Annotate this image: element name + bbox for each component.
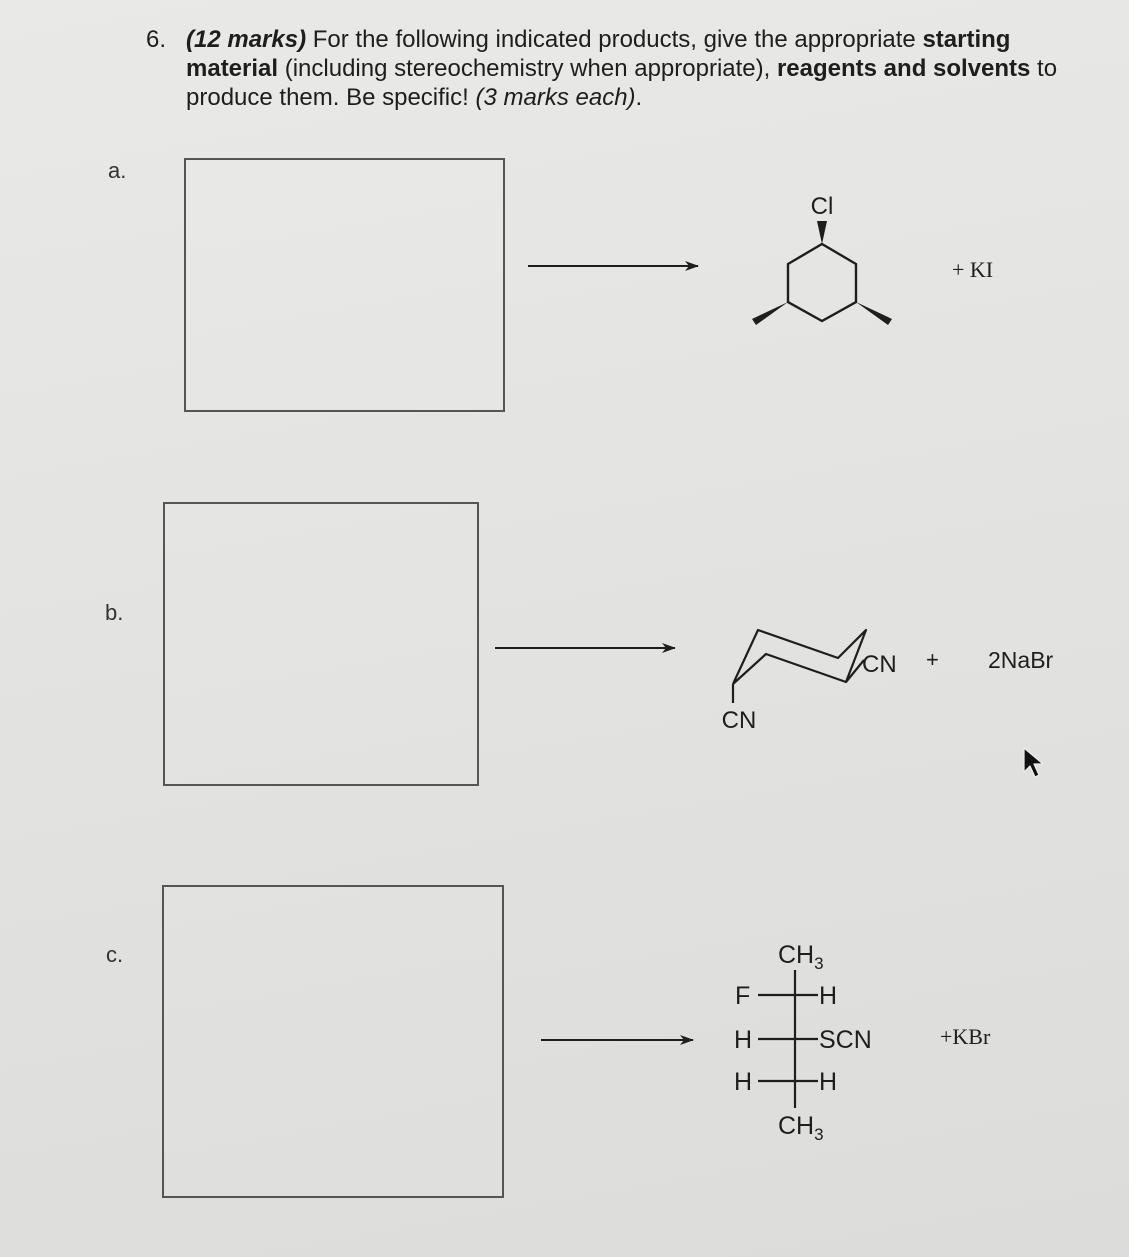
question-text-4: . [635,84,643,111]
fischer-row3-left: H [734,1068,753,1096]
part-b-substituent-right: CN [862,651,897,678]
fischer-row2-left: H [734,1026,753,1054]
part-a-substituent-label: Cl [810,193,834,220]
fischer-row2-right: SCN [819,1026,872,1054]
fischer-top-group: $CH_3$ [778,941,824,973]
fischer-row3-right: H [819,1068,838,1096]
part-b-label: b. [105,600,124,625]
part-a-byproduct: + KI [952,257,994,282]
question-number: 6. [146,26,167,53]
fischer-bottom-group: $CH_3$ [778,1112,824,1144]
part-b-byproduct: 2NaBr [988,647,1054,673]
part-b-plus: + [926,647,939,672]
part-b-substituent-bottom: CN [721,707,757,734]
question-text-3: to produce them. Be specific! [186,55,1058,111]
question-text-2: (including stereochemistry when appropriate), [278,55,777,82]
question-marks: (12 marks) [186,26,307,53]
fischer-row1-right: H [819,982,838,1010]
question-bold-2: reagents and solvents [776,55,1031,82]
part-b-product-structure [722,630,897,734]
fischer-row1-left: F [735,982,751,1010]
part-a-product-structure [752,193,892,325]
part-c-label: c. [106,942,124,967]
question-marks-each: (3 marks each) [475,84,636,111]
part-a-label: a. [108,158,127,183]
question-text-1: For the following indicated products, give the appropriate [306,26,923,53]
mouse-cursor-icon [1022,746,1048,780]
part-c-fischer-projection [734,941,872,1144]
question-bold-1: starting material [186,26,1011,82]
part-c-byproduct: +KBr [940,1024,991,1049]
